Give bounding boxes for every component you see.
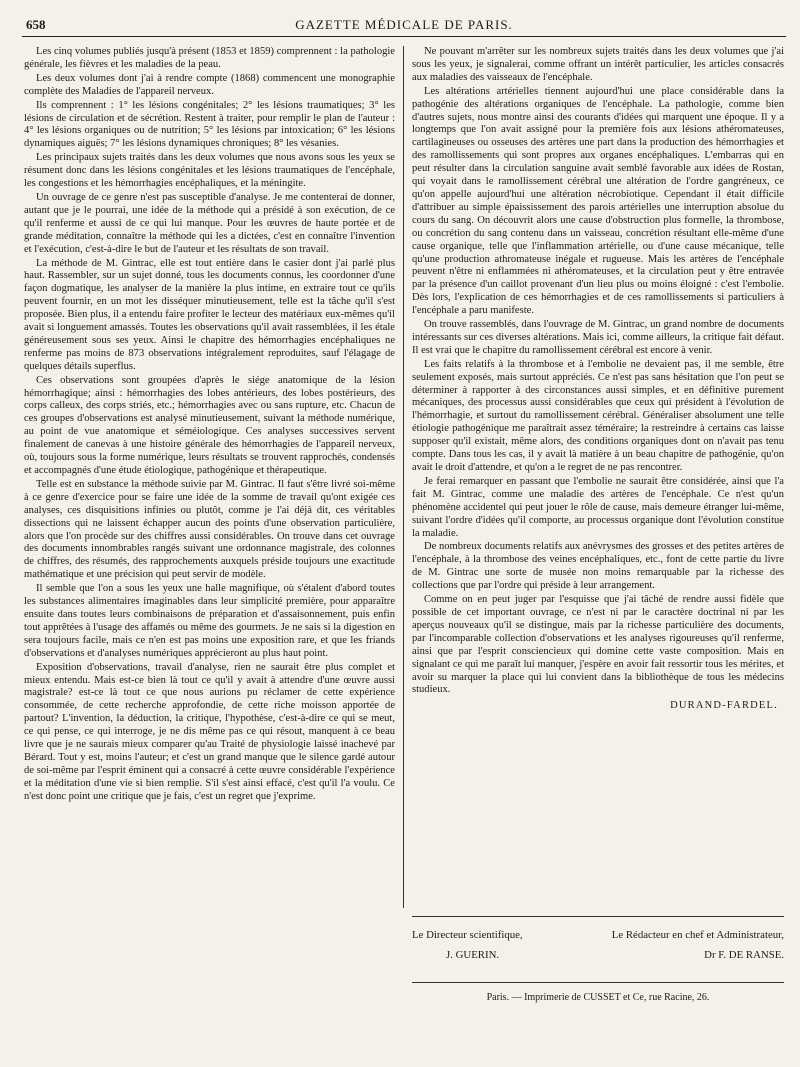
paragraph: De nombreux documents relatifs aux anévrysmes des grosses et des petites artères de l'encéphale, à la thrombose des veines encéphaliques, etc., font de cette partie du livre de M. Gintrac une sorte de musée non moins remarquable par la richesse des collections que par l'ordre qui préside à leur arrangement. — [412, 541, 784, 592]
paragraph: La méthode de M. Gintrac, elle est tout entière dans le casier dont j'ai parlé plus haut. Rassembler, sur un sujet donné, tous les documents connus, les coordonner d'une façon dogmatique, les analyser de la manière la plus intime, en extraire tout ce qu'ils peuvent fournir, en un mot les disséquer minutieusement, telle est la tâche qu'il s'est proposée. Bien plus, il a entendu faire profiter le lecteur des matériaux eux-mêmes qu'il avait si longuement amassés. Toutes les observations qu'il avait rassemblées, il les étale généreusement sous ses yeux. Ainsi le chapitre des hémorrhagies encéphaliques ne renferme pas moins de 873 observations intégralement reproduites, sauf l'élagage de quelques détails superflus. — [24, 257, 395, 372]
paragraph: Les faits relatifs à la thrombose et à l'embolie ne devaient pas, il me semble, être seulement exposés, mais surtout appréciés. Ce n'est pas sans hésitation que l'on peut se déterminer à rapporter à des circonstances aussi simples, et en définitive purement mécaniques, des processus aussi considérables que ceux qui président à l'évolution de l'hémorrhagie, et surtout du ramollissement cérébral. Généraliser absolument une telle étiologie pathogénique me paraîtrait assez téméraire; la restreindre à certains cas laisse supposer qu'il existait, même alors, des conditions organiques dont on n'avait pas tenu compte. Dans tous les cas, il y avait là matière à un beau chapitre de pathogénie, qu'on avait le droit d'attendre, et qu'on a le regret de ne pas rencontrer. — [412, 358, 784, 473]
paragraph: Les altérations artérielles tiennent aujourd'hui une place considérable dans la pathogénie des altérations organiques de l'encéphale. La pathologie, comme bien d'autres sujets, nous montre ainsi des courants d'idées qui marquent une époque. Il y a longtemps que l'on avait assigné pour la première fois aux lésions athéromateuses, cartilagineuses ou osseuses des artères une part dans la production des hémorrhagies et des ramollissements qui sont propres aux organes encéphaliques. L'embarras qui en peut résulter dans la circulation sanguine avait semblé favorable aux idées de Rostan, qui voyait dans le ramollissement cérébral une altération de l'ordre gangréneux, ce qu'on appelle aujourd'hui une altération nécrobiotique. Cependant il était difficile d'attribuer au simple épaississement des parois artérielles une interruption absolue du cours du sang. On découvrit alors une cause d'obstruction plus formelle, la thrombose, ou concrétion du sang contenu dans un vaisseau, concrétion résultant elle-même d'une cause organique, telle que l'inflammation artérielle, ou d'une cause mécanique, telle qu'une production athromateuse inégale et rugueuse. Mais les artères de l'encéphale peuvent n'être ni enflammées ni athéromateuses, et la circulation peut y être entravée par la présence d'un caillot provenant d'un lieu plus ou moins éloigné : c'est l'embolie. Dès lors, l'explication de ces hémorrhagies et de ces ramollissements si particuliers à l'encéphale a paru manifeste. — [412, 85, 784, 317]
running-title: GAZETTE MÉDICALE DE PARIS. — [295, 17, 513, 32]
paragraph: Comme on en peut juger par l'esquisse que j'ai tâché de rendre aussi fidèle que possible de cet important ouvrage, ce n'est ni par le caractère doctrinal ni par les aperçus nouveaux qu'il se distingue, mais par la richesse particulière des documents, par l'incomparable collection d'observations et les analyses rigoureuses qu'il renferme, ainsi que par l'esprit consciencieux qui domine cette vaste composition. Mais en signalant ce qui me paraît lui manquer, j'espère en avoir fait ressortir tous les mérites, et avoir su marquer la place qui lui convient dans la bibliothèque de tous les médecins studieux. — [412, 594, 784, 696]
column-divider — [403, 46, 404, 908]
paragraph: Telle est en substance la méthode suivie par M. Gintrac. Il faut s'être livré soi-même à ce genre d'exercice pour se faire une idée de la somme de travail qu'ont exigée ces analyses, ces disquisitions infinies ou plutôt, comme je l'ai déjà dit, ces véritables dissections qui ne laissent échapper aucun des points d'une observation particulière, alors que l'on procède sur des chiffres aussi considérables. On trouve dans cet ouvrage des documents innombrables rangés suivant une ordonnance magistrale, des colonnes de chiffres, des résumés, des rapprochements auxquels préside toujours une exactitude mathématique et une précision qui peut servir de modèle. — [24, 478, 395, 581]
paragraph: Les deux volumes dont j'ai à rendre compte (1868) commencent une monographie complète des Maladies de l'appareil nerveux. — [24, 72, 395, 97]
page-header — [22, 14, 786, 37]
masthead-credits — [412, 925, 784, 965]
paragraph: Exposition d'observations, travail d'analyse, rien ne saurait être plus complet et mieux entendu. Mais est-ce bien là tout ce qu'il y avait à attendre d'une œuvre aussi magistrale? est-ce là tout ce que nous aurions pu réclamer de cette expérience consommée, de cette recherche approfondie, de cette riche moisson apportée de partout? L'invention, la déduction, la critique, l'hypothèse, c'est-à-dire ce qui se meut, ce qui pense, ce qui interroge, je ne dis même pas ce qui résout, manquent à ce beau livre que je ne saurais mieux comparer qu'au Traité de physiologie laissé inachevé par Bérard. Tout y est, moins l'auteur; et c'est un grand manque que le silence gardé autour de soi-même par l'esprit éminent qui a consacré à cette œuvre considérable l'expérience et la méditation d'une vie si bien remplie. S'il s'est ainsi effacé, c'est qu'il l'a voulu. Ce n'est donc point une critique que je fais, c'est un regret que j'exprime. — [24, 661, 395, 802]
paragraph: Ne pouvant m'arrêter sur les nombreux sujets traités dans les deux volumes que j'ai sous les yeux, je signalerai, comme offrant un intérêt particulier, les articles consacrés aux maladies des vaisseaux de l'encéphale. — [412, 46, 784, 83]
author-signature: DURAND-FARDEL. — [670, 700, 778, 712]
paragraph: Ces observations sont groupées d'après le siége anatomique de la lésion hémorrhagique; ainsi : hémorrhagies des lobes antérieurs, des lobes postérieurs, des corps calleux, des corps striés, etc.; hémorrhagies avec ou sans rupture, etc. Chacun de ces groupes d'observations est analysé minutieusement, suivant la méthode numérique, au point de vue anatomique et séméiologique. Ces analyses successives servent finalement de canevas à une histoire générale des hémorrhagies de l'appareil nerveux, où, toujours sous la forme numérique, leurs résultats se trouvent rapprochés, condensés et accompagnés d'une étude étiologique, pathogénique et thérapeutique. — [24, 374, 395, 476]
paragraph: Ils comprennent : 1° les lésions congénitales; 2° les lésions traumatiques; 3° les lésions de circulation et de sécrétion. Restent à traiter, pour remplir le plan de l'auteur : 4° les lésions organiques ou de nutrition; 5° les lésions par intoxication; 6° les lésions dynamiques aiguës; 7° les lésions dynamiques chroniques; 8° les vésanies. — [24, 99, 395, 150]
divider-rule — [412, 982, 784, 983]
divider-rule — [412, 916, 784, 917]
paragraph: Les principaux sujets traités dans les deux volumes que nous avons sous les yeux se résument donc dans les lésions congénitales et les lésions traumatiques de l'encéphale, les congestions et les hémorrhagies encéphaliques, et la méningite. — [24, 152, 395, 190]
printer-imprint: Paris. — Imprimerie de CUSSET et Ce, rue Racine, 26. — [486, 992, 710, 1003]
director-name: J. GUERIN. — [446, 949, 500, 961]
right-column — [412, 46, 784, 894]
paragraph: Un ouvrage de ce genre n'est pas susceptible d'analyse. Je me contenterai de donner, autant que je le pourrai, une idée de la méthode qui a présidé à son exécution, de ce qu'il renferme et aussi de ce qui lui manque. Pour les œuvres de haute portée et de grande méditation, connaître la méthode qui les a dictées, c'est en connaître l'invention et l'exécution, c'est-à-dire le but de l'auteur et les résultats de son travail. — [24, 191, 395, 255]
left-column — [24, 46, 395, 1056]
editor-title: Le Rédacteur en chef et Administrateur, — [611, 929, 784, 941]
page-number: 658 — [26, 17, 46, 32]
director-title: Le Directeur scientifique, — [412, 929, 523, 941]
paragraph: Je ferai remarquer en passant que l'embolie ne saurait être considérée, ainsi que l'a fait M. Gintrac, comme une maladie des artères de l'encéphale. Ce n'est qu'un phénomène accidentel qui peut jouer le rôle de cause, mais demeure étranger lui-même, suivant l'ordre d'idées qu'il comporte, au processus organique dont l'évolution constitue la maladie. — [412, 475, 784, 539]
editor-name: Dr F. DE RANSE. — [704, 949, 784, 961]
paragraph: Les cinq volumes publiés jusqu'à présent (1853 et 1859) comprennent : la pathologie générale, les fièvres et les maladies de la peau. — [24, 46, 395, 70]
paragraph: Il semble que l'on a sous les yeux une halle magnifique, où s'étalent d'abord toutes les substances alimentaires imaginables dans leur simplicité première, pour apparaître ensuite dans toutes leurs combinaisons de préparation et d'assaisonnement, puis enfin tout apprêtées à l'usage des affamés ou même des gourmets. Je ne sais si la digestion en sera toujours facile, mais ce n'en est pas moins une exposition rare, et que les friands d'observations et d'analyses numériques apprécieront au plus haut point. — [24, 583, 395, 659]
paragraph: On trouve rassemblés, dans l'ouvrage de M. Gintrac, un grand nombre de documents intéressants sur ces diverses altérations. Mais ici, comme ailleurs, la critique fait défaut. Il est vrai que le chapitre du ramollissement cérébral est encore à venir. — [412, 319, 784, 356]
